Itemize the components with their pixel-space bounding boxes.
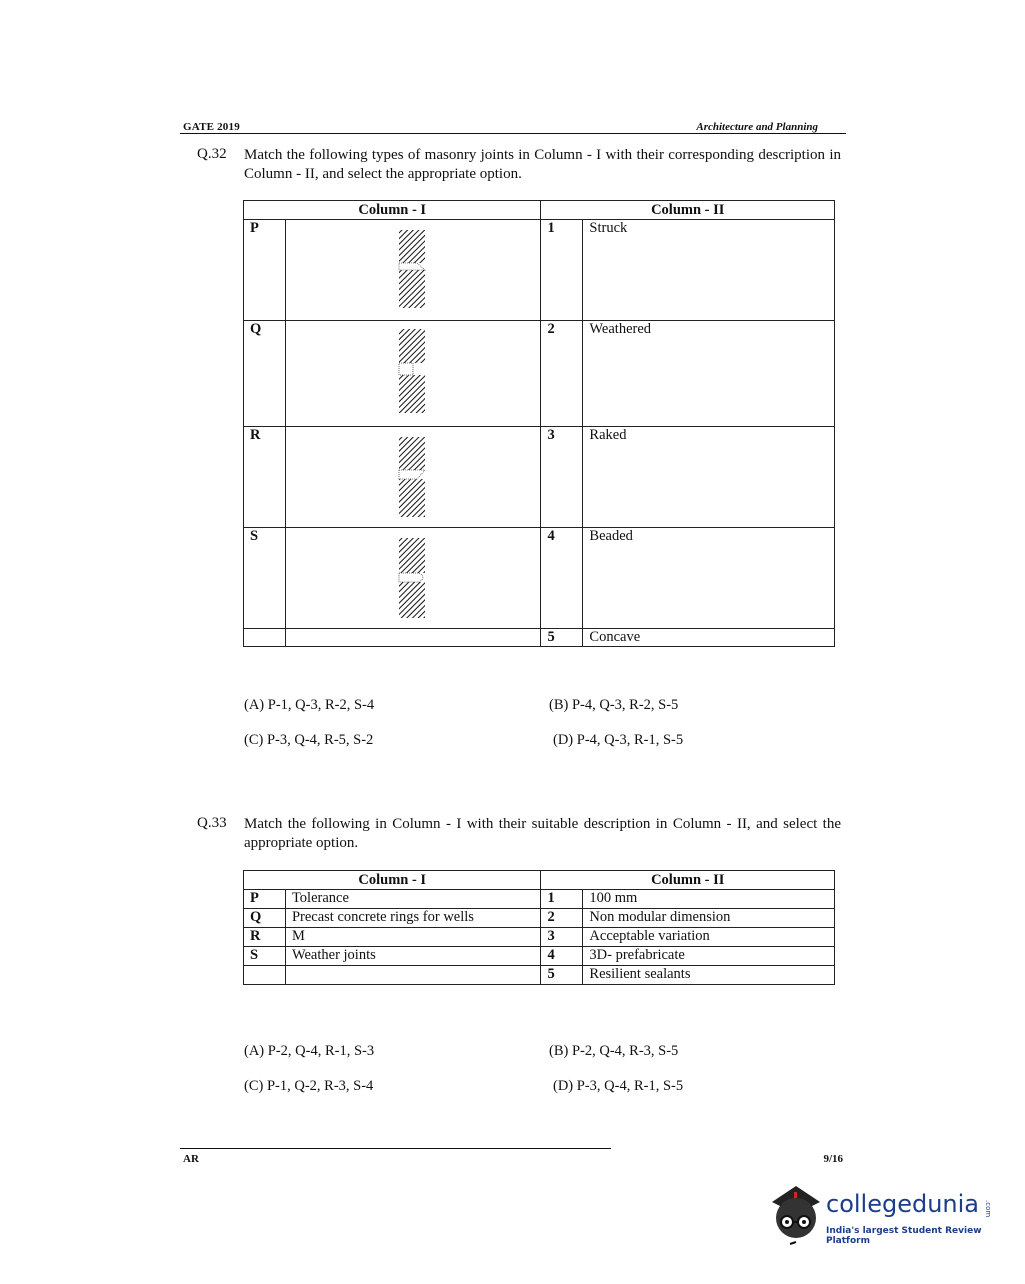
row-code: Q [244,909,286,928]
collegedunia-mascot-icon [766,1180,824,1248]
row-code: P [244,220,286,321]
q32-text: Match the following types of masonry joints in Column - I with their corresponding description in Column - II, and select the appropriate option. [244,147,841,182]
row-item: Tolerance [285,890,541,909]
row-code: Q [244,321,286,427]
q32-col1-header: Column - I [244,201,541,220]
table-row [244,890,835,909]
exam-name: GATE 2019 [183,121,240,133]
row-num: 2 [541,909,583,928]
table-row [244,427,835,528]
table-row [244,928,835,947]
table-row [244,220,835,321]
row-code [244,966,286,985]
row-item: Precast concrete rings for wells [285,909,541,928]
paper-code: AR [183,1153,199,1165]
q32-option-d[interactable]: (D) P-4, Q-3, R-1, S-5 [553,732,684,748]
q32-option-b[interactable]: (B) P-4, Q-3, R-2, S-5 [549,697,679,713]
row-desc: Non modular dimension [583,909,835,928]
row-num: 1 [541,890,583,909]
joint-figure-r [285,427,541,528]
q33-option-c[interactable]: (C) P-1, Q-2, R-3, S-4 [244,1078,374,1094]
collegedunia-logo-text: collegedunia [826,1190,980,1218]
q33-col1-header: Column - I [244,871,541,890]
row-desc: Weathered [583,321,835,427]
row-num: 5 [541,629,583,647]
raked-joint-figure [383,321,443,421]
struck-joint-figure [383,220,443,315]
row-desc: Struck [583,220,835,321]
row-num: 5 [541,966,583,985]
row-code: P [244,890,286,909]
row-item: M [285,928,541,947]
row-code: S [244,947,286,966]
table-row [244,909,835,928]
row-item: Weather joints [285,947,541,966]
collegedunia-tagline: India's largest Student Review Platform [826,1226,982,1246]
row-num: 2 [541,321,583,427]
q33-match-table [243,870,835,985]
row-num: 4 [541,947,583,966]
collegedunia-logo-suffix: .com [984,1200,992,1218]
q33-col2-header: Column - II [541,871,835,890]
row-desc: 3D- prefabricate [583,947,835,966]
row-code: R [244,427,286,528]
joint-figure-s [285,528,541,629]
row-num: 1 [541,220,583,321]
q32-match-table [243,200,835,647]
joint-figure-p [285,220,541,321]
row-num: 4 [541,528,583,629]
weathered-joint-figure [383,427,443,522]
q32-number: Q.32 [197,146,227,162]
q32-col2-header: Column - II [541,201,835,220]
row-item [285,966,541,985]
header-rule [180,133,846,134]
q33-option-b[interactable]: (B) P-2, Q-4, R-3, S-5 [549,1043,679,1059]
row-desc: Acceptable variation [583,928,835,947]
subject-name: Architecture and Planning [696,121,818,133]
q32-option-c[interactable]: (C) P-3, Q-4, R-5, S-2 [244,732,374,748]
table-row [244,528,835,629]
row-desc: Concave [583,629,835,647]
q33-number: Q.33 [197,815,227,831]
row-desc: Beaded [583,528,835,629]
q32-option-a[interactable]: (A) P-1, Q-3, R-2, S-4 [244,697,375,713]
row-empty-figure [285,629,541,647]
q33-text: Match the following in Column - I with their suitable description in Column - II, and select the appropriate option. [244,816,841,851]
q33-option-d[interactable]: (D) P-3, Q-4, R-1, S-5 [553,1078,684,1094]
table-row [244,947,835,966]
row-code: S [244,528,286,629]
row-desc: Resilient sealants [583,966,835,985]
row-desc: 100 mm [583,890,835,909]
joint-figure-q [285,321,541,427]
beaded-joint-figure [383,528,443,623]
row-code: R [244,928,286,947]
table-row [244,629,835,647]
row-code [244,629,286,647]
row-desc: Raked [583,427,835,528]
table-row [244,966,835,985]
q33-option-a[interactable]: (A) P-2, Q-4, R-1, S-3 [244,1043,375,1059]
footer-rule [180,1148,611,1149]
table-row [244,321,835,427]
row-num: 3 [541,928,583,947]
page-number: 9/16 [823,1153,843,1165]
row-num: 3 [541,427,583,528]
